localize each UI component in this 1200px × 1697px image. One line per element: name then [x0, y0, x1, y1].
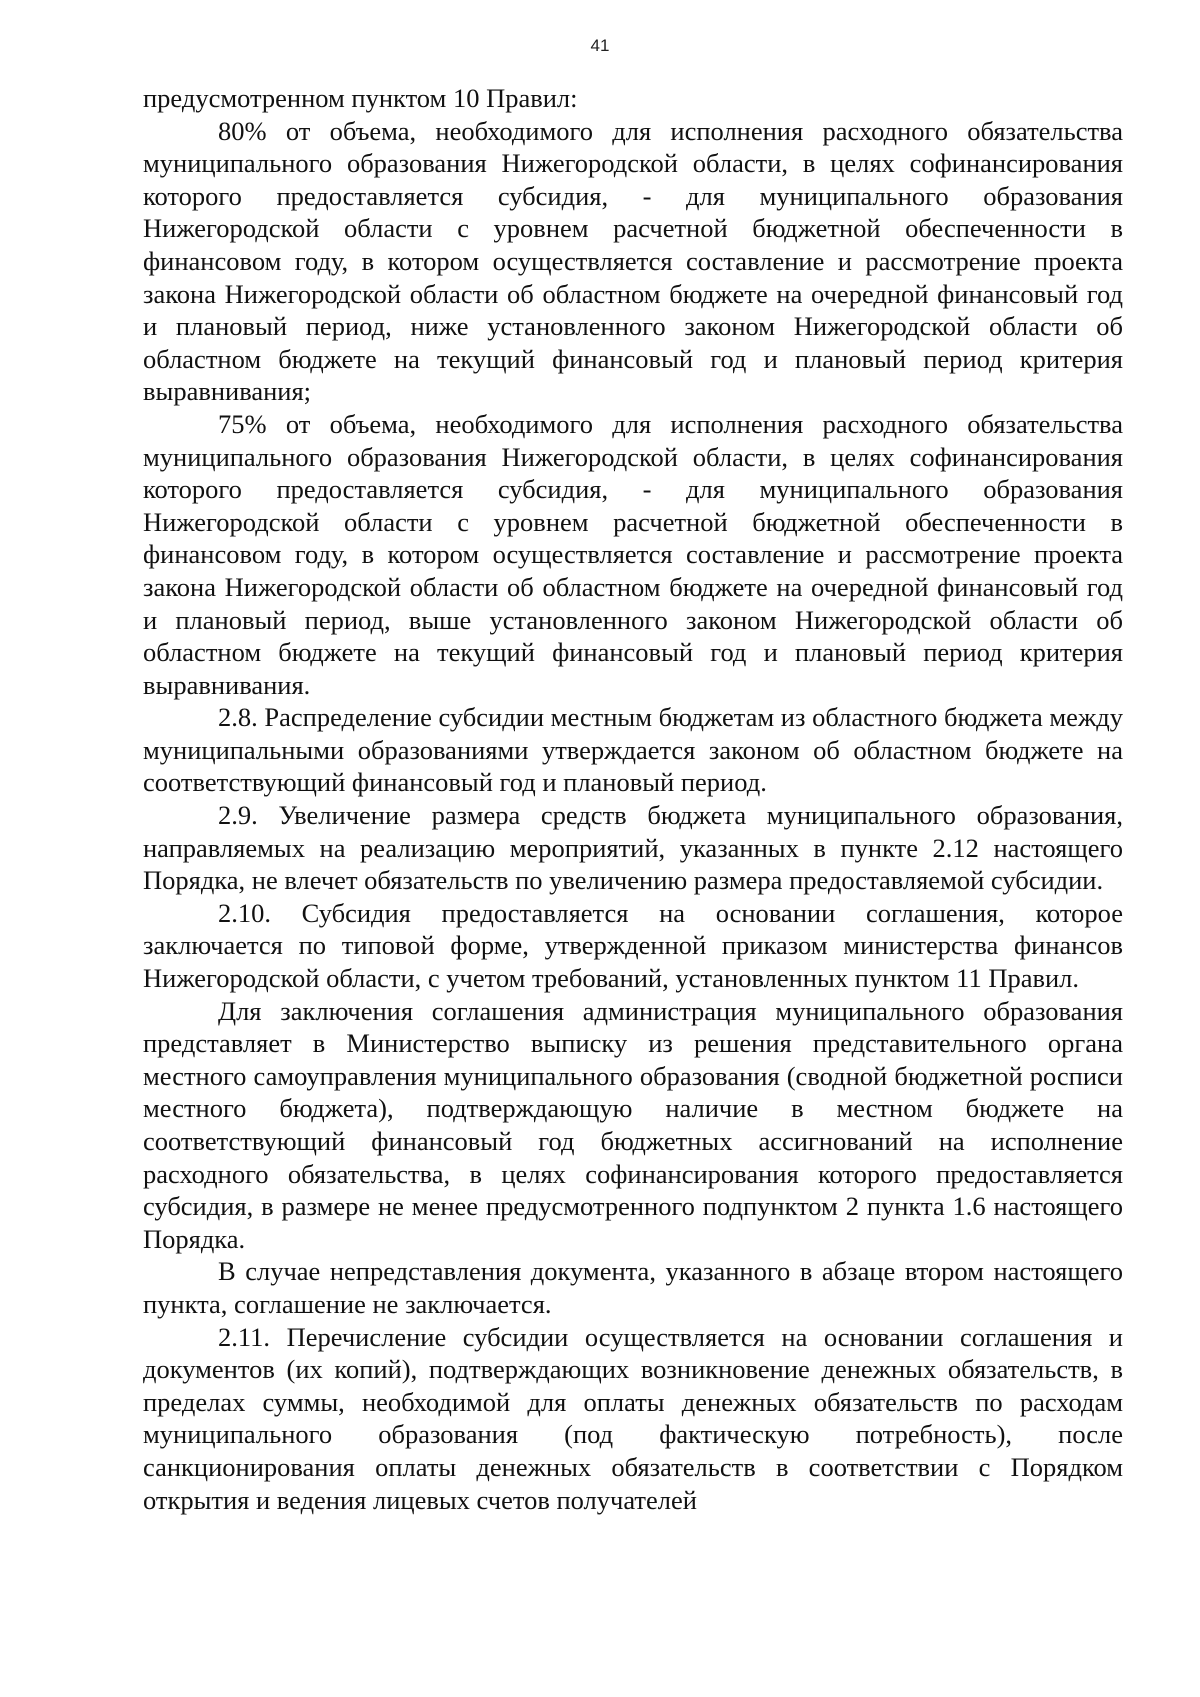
- paragraph-2-11: 2.11. Перечисление субсидии осуществляется на основании соглашения и документов (их копий), подтверждающих возникновение денежных обязательств, в пределах суммы, необходимой для оплаты денежных обязательств по расходам муниципального образования (под фактическую потребность), после санкционирования оплаты денежных обязательств в соответствии с Порядком открытия и ведения лицевых счетов получателей: [143, 1321, 1123, 1515]
- paragraph-2-10: 2.10. Субсидия предоставляется на основании соглашения, которое заключается по типовой форме, утвержденной приказом министерства финансов Нижегородской области, с учетом требований, установленных пунктом 11 Правил.: [143, 897, 1123, 994]
- paragraph-continuation: предусмотренном пунктом 10 Правил:: [143, 83, 578, 113]
- paragraph-2-8: 2.8. Распределение субсидии местным бюджетам из областного бюджета между муниципальными образованиями утверждается законом об областном бюджете на соответствующий финансовый год и плановый период.: [143, 702, 1123, 798]
- paragraph-2-9: 2.9. Увеличение размера средств бюджета муниципального образования, направляемых на реализацию мероприятий, указанных в пункте 2.12 настоящего Порядка, не влечет обязательств по увеличению размера предоставляемой субсидии.: [143, 800, 1123, 896]
- paragraph-80-percent: 80% от объема, необходимого для исполнения расходного обязательства муниципального образования Нижегородской области, в целях софинансирования которого предоставляется субсидия, - для муниципального образования Нижегородской области с уровнем расчетной бюджетной обеспеченности в финансовом году, в котором осуществляется составление и рассмотрение проекта закона Нижегородской области об областном бюджете на очередной финансовый год и плановый период, ниже установленного законом Нижегородской области об областном бюджете на текущий финансовый год и плановый период критерия выравнивания;: [143, 115, 1123, 407]
- paragraph-75-percent: 75% от объема, необходимого для исполнения расходного обязательства муниципального образования Нижегородской области, в целях софинансирования которого предоставляется субсидия, - для муниципального образования Нижегородской области с уровнем расчетной бюджетной обеспеченности в финансовом году, в котором осуществляется составление и рассмотрение проекта закона Нижегородской области об областном бюджете на очередной финансовый год и плановый период, выше установленного законом Нижегородской области об областном бюджете на текущий финансовый год и плановый период критерия выравнивания.: [143, 408, 1123, 700]
- document-body: [143, 82, 1123, 1516]
- paragraph-2-10-refusal: В случае непредставления документа, указанного в абзаце втором настоящего пункта, соглашение не заключается.: [143, 1256, 1123, 1319]
- page-number: 41: [590, 36, 610, 55]
- paragraph-2-10-agreement: Для заключения соглашения администрация муниципального образования представляет в Министерство выписку из решения представительного органа местного самоуправления муниципального образования (сводной бюджетной росписи местного бюджета), подтверждающую наличие в местном бюджете на соответствующий финансовый год бюджетных ассигнований на исполнение расходного обязательства, в целях софинансирования которого предоставляется субсидия, в размере не менее предусмотренного подпунктом 2 пункта 1.6 настоящего Порядка.: [143, 995, 1123, 1254]
